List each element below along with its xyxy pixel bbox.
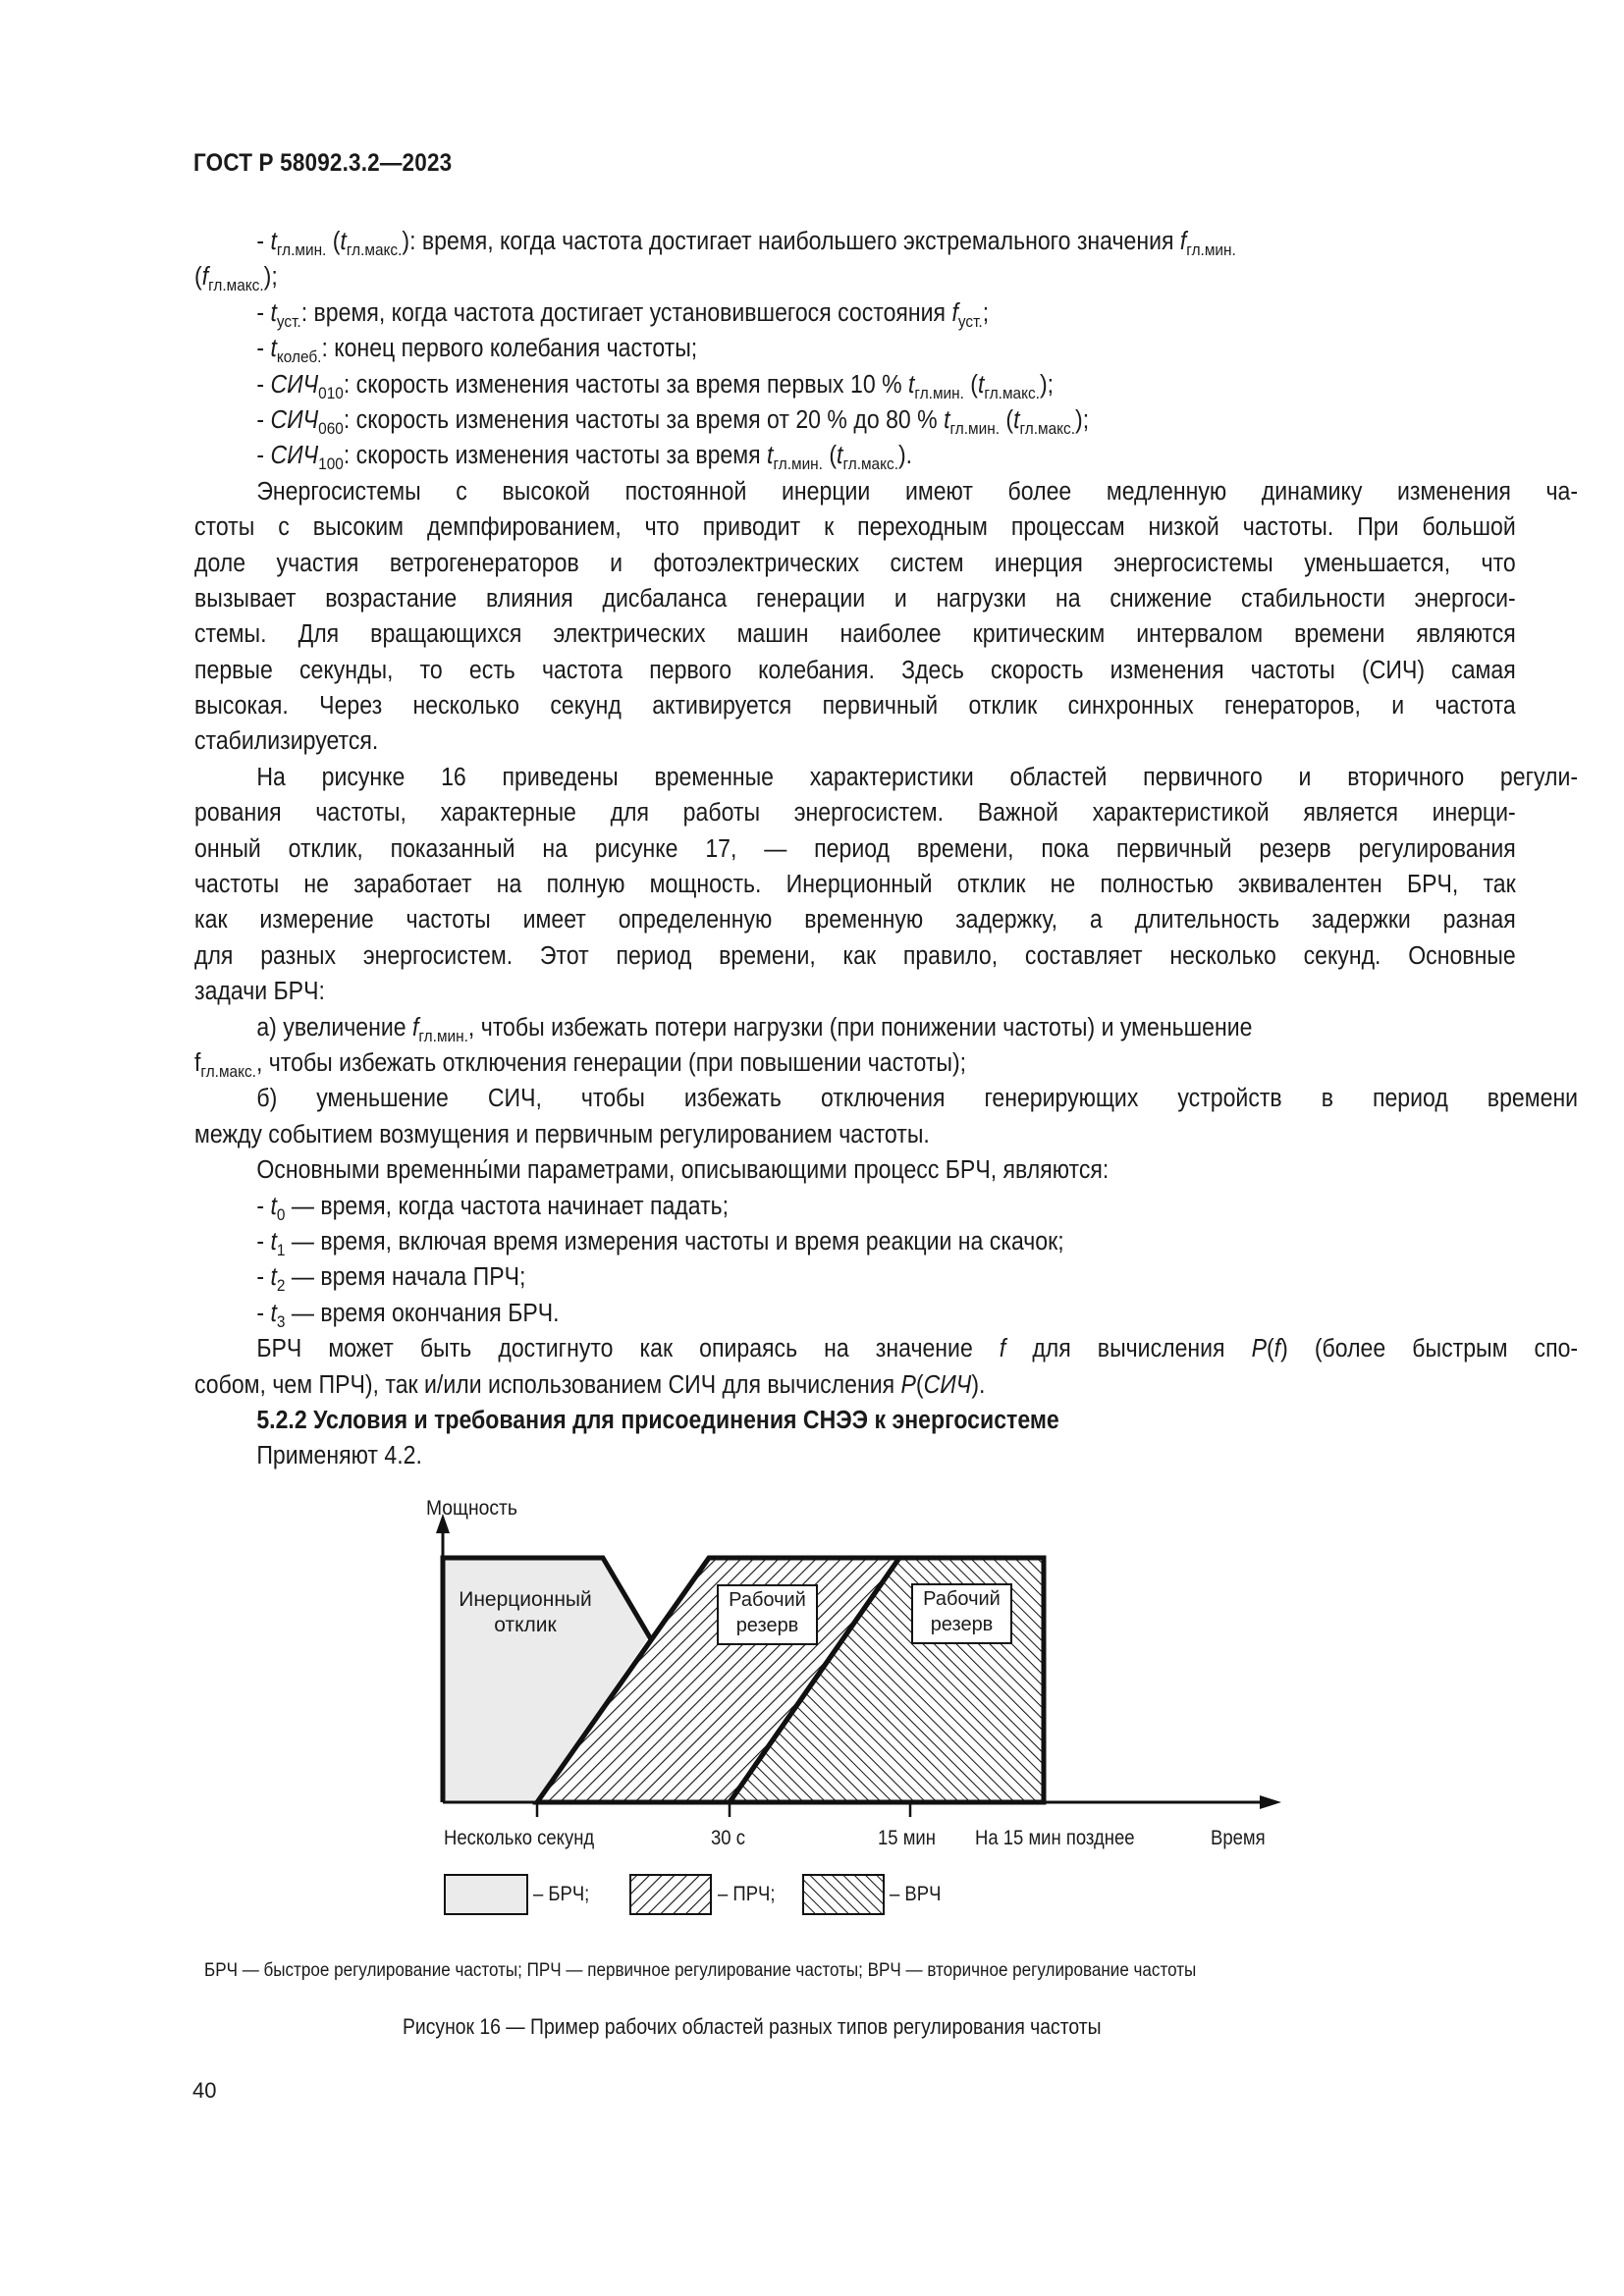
task-a: а) увеличение $f_{гл.мин.}$, чтобы избежать потери нагрузки (при понижении частоты) и уменьшение xyxy=(256,1013,1253,1045)
paragraph-line: онный отклик, показанный на рисунке 17, — период времени, пока первичный резерв регулирования xyxy=(194,834,1516,863)
legend-label-vrch: – ВРЧ xyxy=(890,1883,942,1905)
paragraph-line: Энергосистемы с высокой постоянной инерции имеют более медленную динамику изменения ча- xyxy=(256,477,1579,506)
paragraph-line: рования частоты, характерные для работы энергосистем. Важной характеристикой является инерци- xyxy=(194,799,1516,828)
time-params-intro: Основными временны́ми параметрами, описывающими процесс БРЧ, являются: xyxy=(256,1156,1110,1185)
paragraph-line: вызывает возрастание влияния дисбаланса генерации и нагрузки на снижение стабильности энергоси- xyxy=(194,584,1516,613)
definition-item: - $t_{гл.мин.}$ $(t_{гл.макс.})$: время, когда частота достигает наибольшего экстремального значения $f_{гл.мин.}$ xyxy=(256,228,1236,259)
task-b: б) уменьшение СИЧ, чтобы избежать отключения генерирующих устройств в период времени xyxy=(256,1085,1579,1113)
paragraph-line: стоты с высоким демпфированием, что приводит к переходным процессам низкой частоты. При большой xyxy=(194,513,1516,542)
y-axis-label: Мощность xyxy=(426,1497,517,1520)
paragraph-line: стабилизируется. xyxy=(194,727,379,756)
definition-item: - $t_{уст.}$: время, когда частота достигает установившегося состояния $f_{уст.}$; xyxy=(256,298,990,331)
paragraph-line: стемы. Для вращающихся электрических машин наиболее критическим интервалом времени являются xyxy=(194,620,1516,649)
definition-item: - $СИЧ_{060}$: скорость изменения частоты за время от 20 % до 80 % $t_{гл.мин.}$ $(t_{гл.макс.})$; xyxy=(256,405,1090,438)
figure-caption: Рисунок 16 — Пример рабочих областей разных типов регулирования частоты xyxy=(403,2014,1102,2039)
definition-item: - $СИЧ_{010}$: скорость изменения частоты за время первых 10 % $t_{гл.мин.}$ $(t_{гл.макс.})$; xyxy=(256,370,1055,402)
time-param-item: - $t_0$ — время, когда частота начинает падать; xyxy=(256,1192,730,1224)
definition-item-continuation: $(f_{гл.макс.})$; xyxy=(194,263,278,295)
task-a-continuation: $f_{гл.макс.}$, чтобы избежать отключения генерации (при повышении частоты); xyxy=(194,1048,967,1081)
paragraph-line: На рисунке 16 приведены временные характеристики областей первичного и вторичного регули- xyxy=(256,763,1579,791)
x-tick-label: На 15 мин позднее xyxy=(975,1827,1135,1849)
paragraph-line: БРЧ может быть достигнуто как опираясь на значение f для вычисления P(f) (более быстрым спо- xyxy=(256,1335,1579,1363)
legend-swatch-prch xyxy=(630,1875,711,1914)
paragraph-line: собом, чем ПРЧ), так и/или использованием СИЧ для вычисления P(СИЧ). xyxy=(194,1370,986,1399)
time-param-item: - $t_2$ — время начала ПРЧ; xyxy=(256,1263,526,1296)
x-tick-label: Несколько секунд xyxy=(444,1827,595,1849)
x-tick-label: 30 с xyxy=(711,1827,745,1849)
paragraph-line: как измерение частоты имеет определенную временную задержку, а длительность задержки разная xyxy=(194,906,1516,934)
definition-item: - $СИЧ_{100}$: скорость изменения частоты за время $t_{гл.мин.}$ $(t_{гл.макс.})$. xyxy=(256,442,913,474)
definition-item: - $t_{колеб.}$: конец первого колебания частоты; xyxy=(256,335,698,367)
legend-label-brch: – БРЧ; xyxy=(533,1883,590,1905)
section-heading: 5.2.2 Условия и требования для присоединения СНЭЭ к энергосистеме xyxy=(256,1406,1059,1434)
inertial-label: Инерционный отклик xyxy=(459,1588,592,1636)
paragraph-line: для разных энергосистем. Этот период времени, как правило, составляет несколько секунд. Основные xyxy=(194,941,1516,970)
page-number: 40 xyxy=(192,2078,217,2103)
legend-swatch-brch xyxy=(445,1875,527,1914)
abbreviation-note: БРЧ — быстрое регулирование частоты; ПРЧ — первичное регулирование частоты; ВРЧ — вторичное регулирование частоты xyxy=(204,1959,1197,1981)
paragraph-line: доле участия ветрогенераторов и фотоэлектрических систем инерция энергосистемы уменьшается, что xyxy=(194,549,1516,577)
time-param-item: - $t_1$ — время, включая время измерения частоты и время реакции на скачок; xyxy=(256,1227,1064,1259)
paragraph-line: задачи БРЧ: xyxy=(194,978,325,1006)
paragraph-line: первые секунды, то есть частота первого колебания. Здесь скорость изменения частоты (СИЧ) самая xyxy=(194,656,1516,684)
paragraph-line: частоты не заработает на полную мощность. Инерционный отклик не полностью эквивалентен БРЧ, так xyxy=(194,871,1516,899)
standard-header: ГОСТ Р 58092.3.2—2023 xyxy=(193,149,453,177)
reserve2-label: Рабочий резерв xyxy=(923,1588,1001,1635)
section-text: Применяют 4.2. xyxy=(256,1442,422,1470)
x-tick-label: 15 мин xyxy=(878,1827,936,1849)
legend-label-prch: – ПРЧ; xyxy=(718,1883,776,1905)
task-b-continuation: между событием возмущения и первичным регулированием частоты. xyxy=(194,1120,930,1148)
time-param-item: - $t_3$ — время окончания БРЧ. xyxy=(256,1299,560,1331)
paragraph-line: высокая. Через несколько секунд активируется первичный отклик синхронных генераторов, и частота xyxy=(194,692,1516,721)
reserve1-label: Рабочий резерв xyxy=(729,1589,806,1636)
x-axis-label: Время xyxy=(1211,1827,1266,1849)
legend-swatch-vrch xyxy=(803,1875,884,1914)
